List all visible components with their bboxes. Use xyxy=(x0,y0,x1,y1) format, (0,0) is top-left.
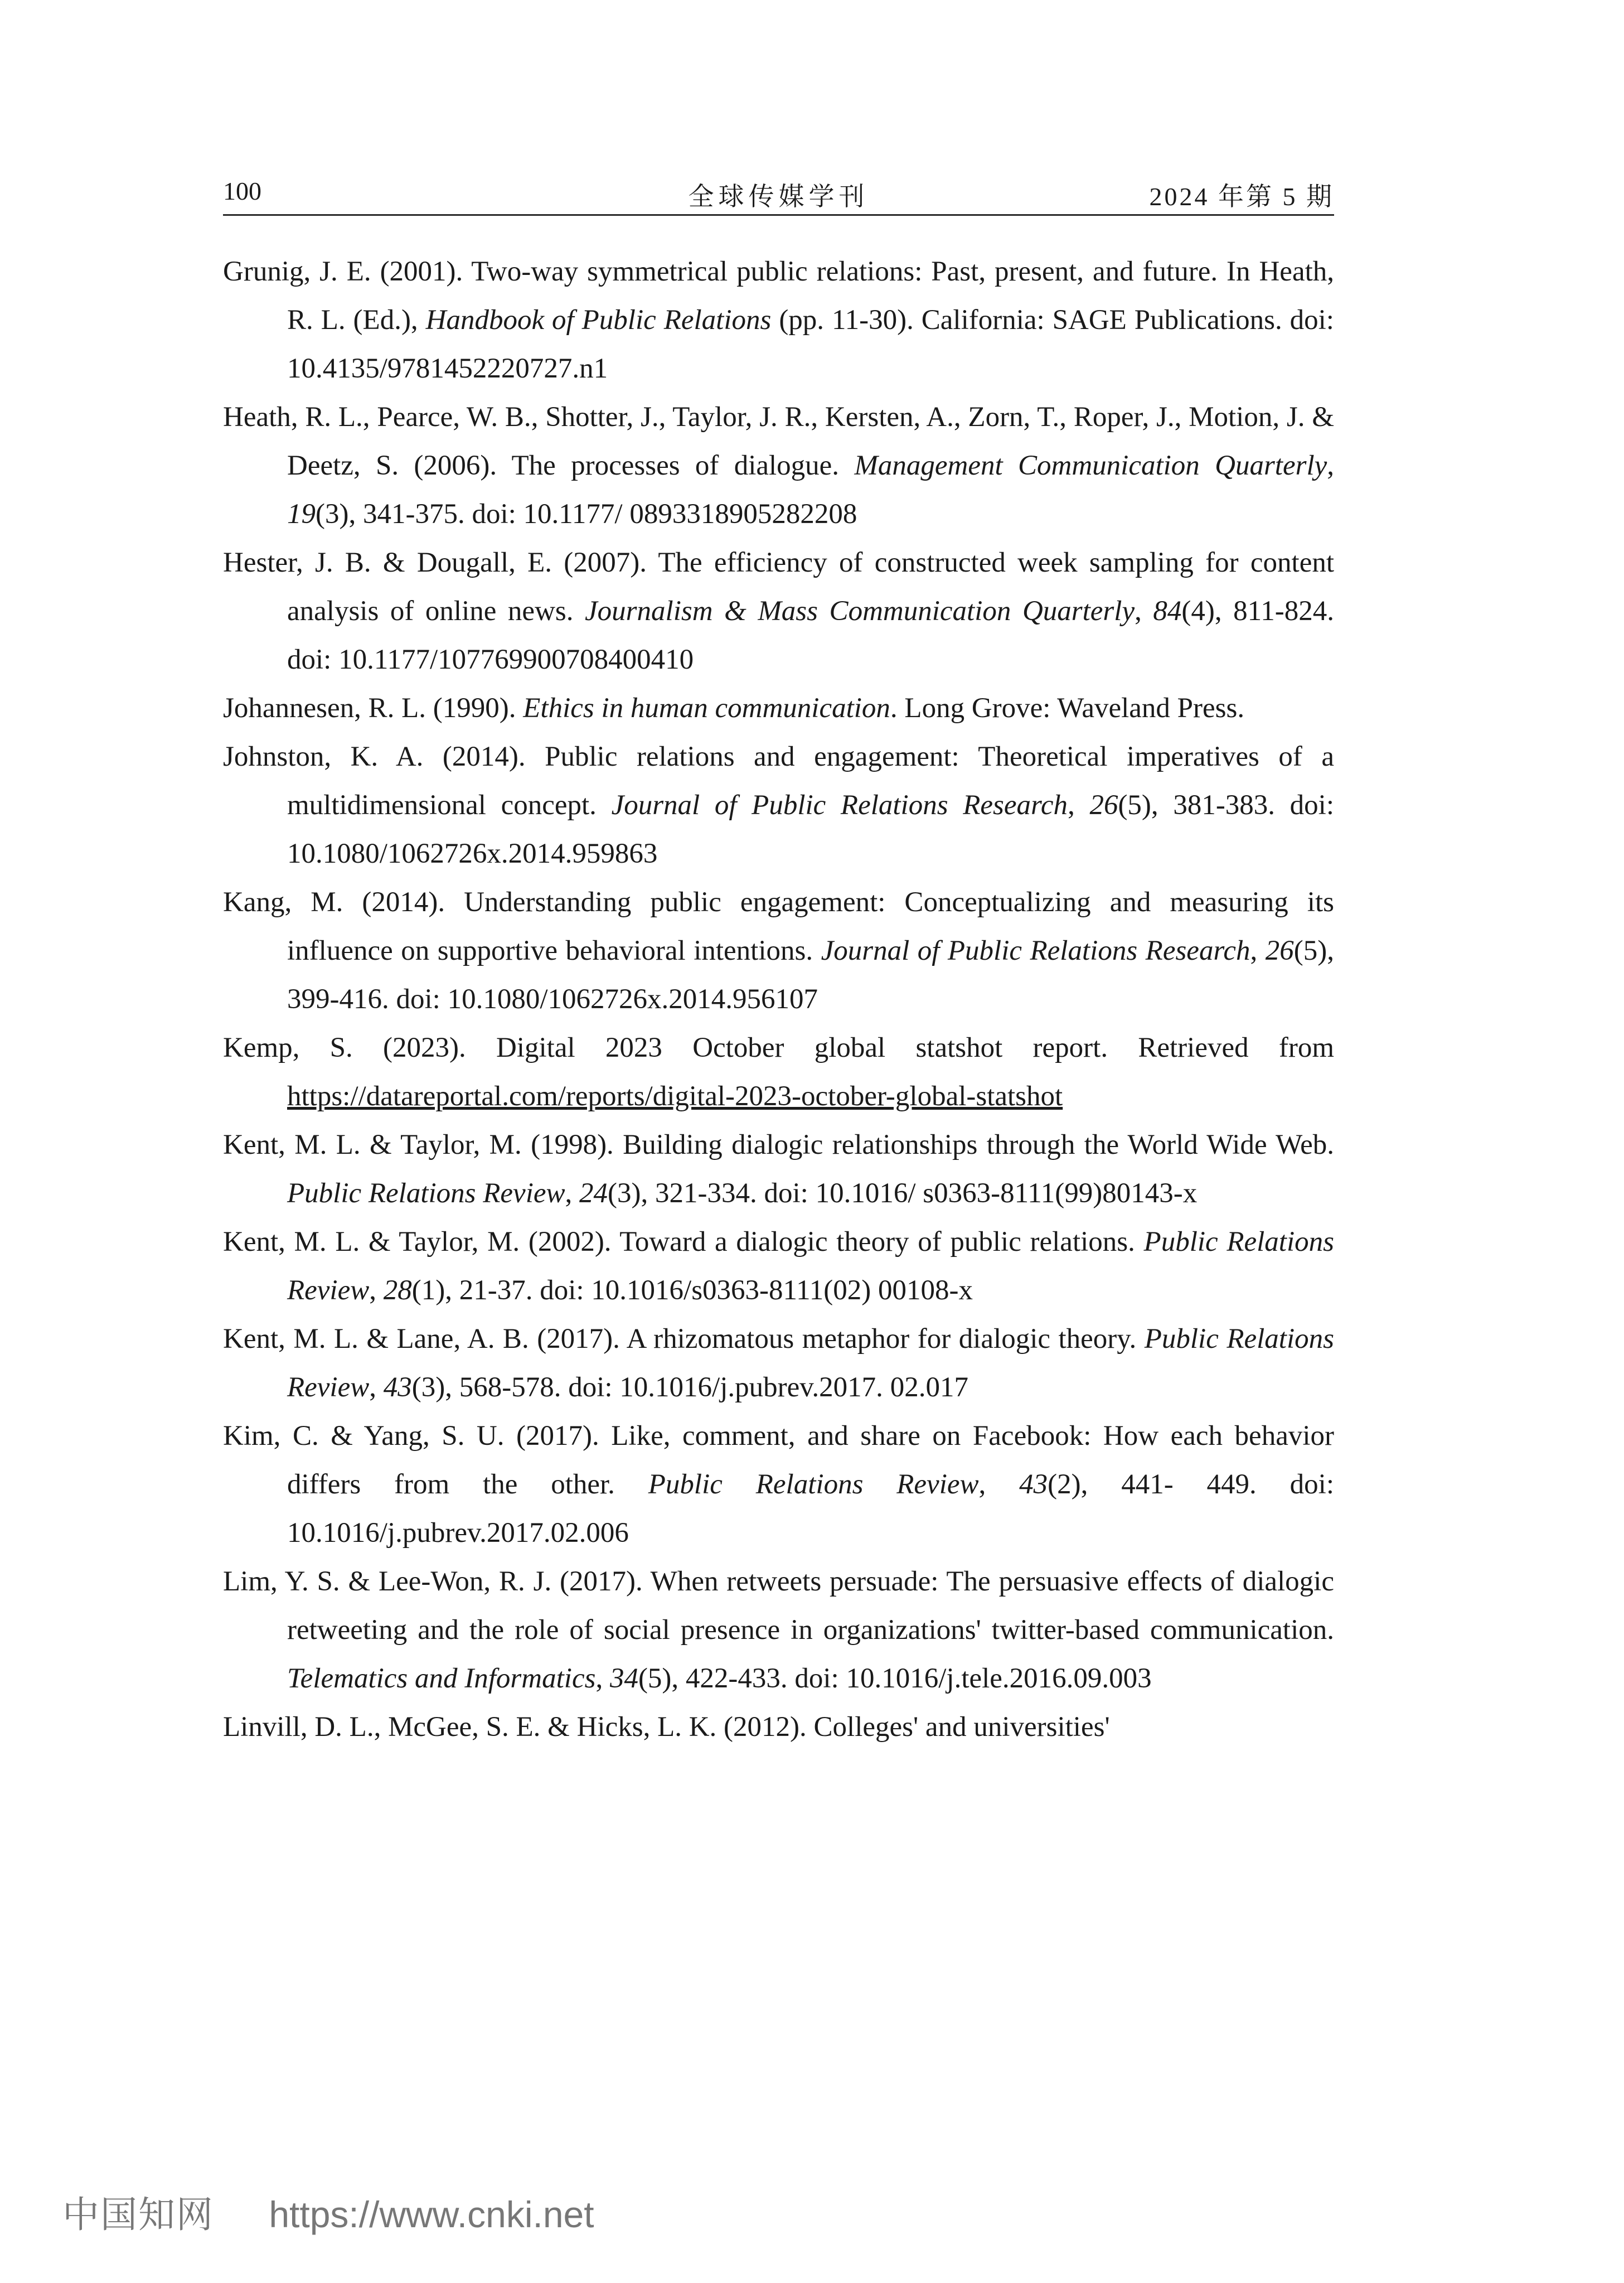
reference-text: , xyxy=(1250,935,1266,966)
reference-text: influence on supportive behavioral intentions. xyxy=(287,935,821,966)
reference-text: , xyxy=(595,1663,610,1694)
reference-entry xyxy=(223,393,1334,539)
reference-text: Lim, Y. S. & Lee-Won, R. J. (2017). When retweets persuade: The persuasive xyxy=(223,1566,1127,1597)
cnki-watermark xyxy=(62,2185,594,2235)
reference-source-title: 26 xyxy=(1089,790,1118,821)
reference-text: Kent, M. L. & Lane, A. B. (2017). A rhizomatous metaphor for dialogic theory. xyxy=(223,1323,1145,1355)
reference-source-title: Public Relations Review xyxy=(287,1178,565,1209)
reference-text: twitter-based communication. xyxy=(991,1614,1334,1646)
reference-entry xyxy=(223,1024,1334,1121)
reference-text: (5), 422-433. xyxy=(638,1663,795,1694)
reference-text: Kent, M. L. & Taylor, M. (1998). Building dialogic relationships through the xyxy=(223,1129,1128,1160)
reference-source-title: Quarterly xyxy=(1022,596,1135,627)
reference-entry xyxy=(223,1703,1334,1752)
reference-text: for content analysis of online news. xyxy=(287,547,1334,627)
reference-text: , xyxy=(978,1469,1020,1500)
reference-text: , xyxy=(1068,790,1090,821)
reference-entry xyxy=(223,684,1334,733)
reference-source-title: Journal of Public Relations xyxy=(821,935,1138,966)
reference-text: . Long Grove: xyxy=(890,693,1058,724)
reference-text: , xyxy=(369,1275,384,1306)
reference-text: (2), 441- xyxy=(1048,1469,1207,1500)
watermark-url: https://www.cnki.net xyxy=(269,2194,594,2235)
running-header xyxy=(223,167,1334,216)
reference-text: Kent, M. L. & Taylor, M. (2002). Toward a dialogic theory of public relations. xyxy=(223,1226,1144,1257)
reference-source-title: Public Relations Review xyxy=(287,1323,1334,1403)
reference-source-title: Telematics and Informatics xyxy=(287,1663,596,1694)
reference-entry xyxy=(223,248,1334,393)
reference-source-title: Journalism & Mass Communication xyxy=(585,596,1011,627)
reference-text: California: SAGE Publications. doi: 10.4135/9781452220727.n1 xyxy=(287,304,1334,384)
reference-source-title: 34 xyxy=(609,1663,638,1694)
reference-text: , xyxy=(1135,596,1153,627)
reference-text: each behavior differs from the other. xyxy=(287,1420,1334,1500)
reference-text: (3), 321-334. doi: 10.1016/ xyxy=(608,1178,923,1209)
reference-source-title: 43 xyxy=(1019,1469,1048,1500)
reference-entry xyxy=(223,539,1334,684)
reference-text: , xyxy=(1327,450,1334,481)
reference-text: , xyxy=(565,1178,580,1209)
reference-source-title: Research xyxy=(1145,935,1250,966)
watermark-brand: 中国知网 xyxy=(62,2194,214,2235)
reference-text: Kemp, S. (2023). Digital 2023 October global statshot report. Retrieved from xyxy=(223,1032,1334,1063)
reference-entry xyxy=(223,1315,1334,1412)
reference-text: World Wide Web. xyxy=(1127,1129,1335,1160)
reference-text: (3), 568-578. doi: 10.1016/j.pubrev.2017. xyxy=(411,1372,890,1403)
reference-text xyxy=(1011,596,1022,627)
reference-text: 381-383. doi: 10.1080/1062726x.2014.959863 xyxy=(287,790,1335,869)
reference-text: 449. doi: 10.1016/j.pubrev.2017.02.006 xyxy=(287,1469,1334,1549)
reference-source-title: Management Communication Quarterly xyxy=(854,450,1327,481)
reference-text: effects of dialogic retweeting and the role of social presence in organizations' xyxy=(287,1566,1334,1646)
reference-text xyxy=(1137,935,1146,966)
reference-text: 02.017 xyxy=(890,1372,968,1403)
reference-text: Johannesen, R. L. (1990). xyxy=(223,693,523,724)
journal-title: 全球传媒学刊 xyxy=(688,182,869,211)
reference-text: doi: 10.1016/j.tele.2016.09.003 xyxy=(794,1663,1152,1694)
reference-text: Grunig, J. E. (2001). Two-way symmetrical public relations: Past, present, and xyxy=(223,256,1143,287)
reference-source-title: 24 xyxy=(579,1178,608,1209)
reference-text: 00108-x xyxy=(878,1275,973,1306)
issue-label: 2024 年第 5 期 xyxy=(1149,182,1334,211)
reference-text: Hester, J. B. & Dougall, E. (2007). The efficiency of constructed week sampling xyxy=(223,547,1206,578)
reference-source-title: 43 xyxy=(383,1372,412,1403)
reference-entry xyxy=(223,1121,1334,1218)
reference-list xyxy=(223,248,1334,1752)
reference-text: s0363-8111(99)80143-x xyxy=(923,1178,1198,1209)
reference-source-title: Ethics in human communication xyxy=(523,693,890,724)
reference-text: (1), 21-37. doi: 10.1016/s0363-8111(02) xyxy=(411,1275,878,1306)
reference-text: (3), 341-375. doi: 10.1177/ xyxy=(316,499,630,530)
reference-text: of a multidimensional concept. xyxy=(287,741,1334,821)
reference-text: Kang, M. (2014). Understanding public engagement: Conceptualizing and measuring its xyxy=(223,887,1334,918)
reference-text: , xyxy=(369,1372,384,1403)
reference-text: (pp. 11-30). xyxy=(771,304,922,336)
reference-source-title: Public Relations Review xyxy=(648,1469,979,1500)
reference-text: Waveland Press. xyxy=(1057,693,1245,724)
reference-entry xyxy=(223,1412,1334,1558)
reference-text: (5), xyxy=(1118,790,1174,821)
reference-source-title: 28 xyxy=(383,1275,412,1306)
reference-text: Johnston, K. A. (2014). Public relations and engagement: Theoretical imperatives xyxy=(223,741,1279,772)
reference-entry xyxy=(223,1218,1334,1315)
reference-entry xyxy=(223,1558,1334,1703)
reference-entry xyxy=(223,733,1334,878)
reference-source-title: 26 xyxy=(1265,935,1294,966)
reference-source-title: 19 xyxy=(287,499,316,530)
reference-text: 0893318905282208 xyxy=(629,499,857,530)
reference-text: T., Roper, J., Motion, J. & Deetz, S. (2006). The processes of dialogue. xyxy=(287,402,1334,481)
reference-entry xyxy=(223,878,1334,1024)
reference-source-title: 84 xyxy=(1153,596,1182,627)
reference-text: Heath, R. L., Pearce, W. B., Shotter, J., Taylor, J. R., Kersten, A., Zorn, xyxy=(223,402,1038,433)
reference-text: Kim, C. & Yang, S. U. (2017). Like, comment, and share on Facebook: How xyxy=(223,1420,1171,1452)
reference-url-link[interactable]: https://datareportal.com/reports/digital-2023-october-global-statshot xyxy=(287,1081,1063,1112)
reference-source-title: Journal of Public Relations Research xyxy=(611,790,1068,821)
reference-text: future. In Heath, R. L. (Ed.), xyxy=(287,256,1334,336)
reference-text: (5), 399-416. doi: 10.1080/1062726x.2014.956107 xyxy=(287,935,1335,1015)
reference-text: Linvill, D. L., McGee, S. E. & Hicks, L. K. (2012). Colleges' and universities' xyxy=(223,1711,1110,1743)
page-number: 100 xyxy=(223,177,261,205)
reference-source-title: Public Relations Review xyxy=(287,1226,1334,1306)
reference-source-title: Handbook of Public Relations xyxy=(425,304,772,336)
reference-text: (4), 811-824. doi: 10.1177/107769900708400410 xyxy=(287,596,1335,675)
